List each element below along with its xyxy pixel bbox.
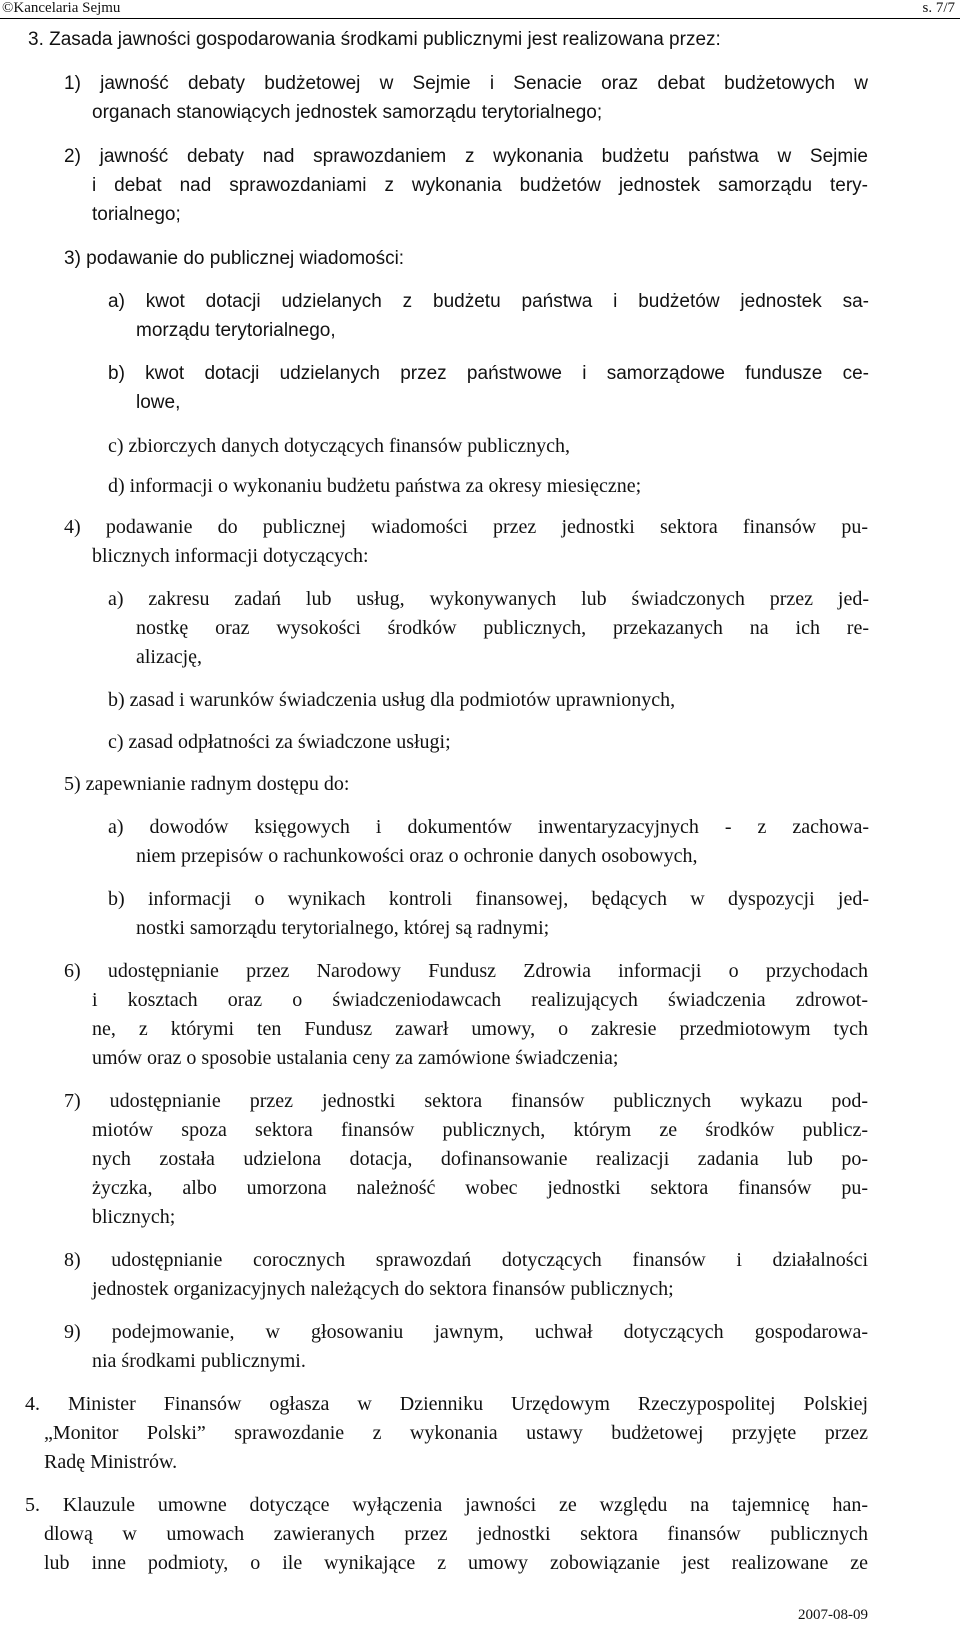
sublist-item-3b: b) kwot dotacji udzielanych przez państwowe i samorządowe fundusze ce- xyxy=(108,363,869,384)
paragraph-5-cont: lub inne podmioty, o ile wynikające z umowy zobowiązanie jest realizowane ze xyxy=(44,1552,868,1574)
list-item-2-cont: i debat nad sprawozdaniami z wykonania budżetów jednostek samorządu tery- xyxy=(92,175,868,196)
list-item-7: 7) udostępnianie przez jednostki sektora finansów publicznych wykazu pod- xyxy=(64,1090,868,1112)
list-item-6: 6) udostępnianie przez Narodowy Fundusz Zdrowia informacji o przychodach xyxy=(64,960,868,982)
footer-date: 2007-08-09 xyxy=(798,1607,868,1623)
list-item-9-cont: nia środkami publicznymi. xyxy=(92,1350,306,1372)
sublist-item-3a-cont: morządu terytorialnego, xyxy=(136,320,336,341)
list-item-8: 8) udostępnianie corocznych sprawozdań dotyczących finansów i działalności xyxy=(64,1249,868,1271)
list-item-4-cont: blicznych informacji dotyczących: xyxy=(92,545,369,567)
sublist-item-4a: a) zakresu zadań lub usług, wykonywanych lub świadczonych przez jed- xyxy=(108,588,869,610)
list-item-6-cont: umów oraz o sposobie ustalania ceny za zamówione świadczenia; xyxy=(92,1047,619,1069)
sublist-item-4a-cont: nostkę oraz wysokości środków publicznych, przekazanych na ich re- xyxy=(136,617,869,639)
list-item-2: 2) jawność debaty nad sprawozdaniem z wykonania budżetu państwa w Sejmie xyxy=(64,146,868,167)
paragraph-5-cont: dlową w umowach zawieranych przez jednostki sektora finansów publicznych xyxy=(44,1523,868,1545)
sublist-item-5a: a) dowodów księgowych i dokumentów inwentaryzacyjnych - z zachowa- xyxy=(108,816,869,838)
copyright-label: ©Kancelaria Sejmu xyxy=(2,0,121,16)
sublist-item-5a-cont: niem przepisów o rachunkowości oraz o ochronie danych osobowych, xyxy=(136,845,698,867)
list-item-9: 9) podejmowanie, w głosowaniu jawnym, uchwał dotyczących gospodarowa- xyxy=(64,1321,868,1343)
list-item-6-cont: ne, z którymi ten Fundusz zawarł umowy, o zakresie przedmiotowym tych xyxy=(92,1018,868,1040)
paragraph-5: 5. Klauzule umowne dotyczące wyłączenia jawności ze względu na tajemnicę han- xyxy=(25,1494,868,1516)
paragraph-3-heading: 3. Zasada jawności gospodarowania środkami publicznymi jest realizowana przez: xyxy=(28,29,721,50)
sublist-item-4a-cont: alizację, xyxy=(136,646,203,668)
sublist-item-3d: d) informacji o wykonaniu budżetu państwa za okresy miesięczne; xyxy=(108,475,642,497)
page-number: s. 7/7 xyxy=(922,0,955,16)
sublist-item-4c: c) zasad odpłatności za świadczone usługi; xyxy=(108,731,451,753)
list-item-1: 1) jawność debaty budżetowej w Sejmie i Senacie oraz debat budżetowych w xyxy=(64,73,868,94)
list-item-7-cont: nych została udzielona dotacja, dofinansowanie realizacji zadania lub po- xyxy=(92,1148,868,1170)
list-item-5: 5) zapewnianie radnym dostępu do: xyxy=(64,773,350,795)
paragraph-4-cont: Radę Ministrów. xyxy=(44,1451,178,1473)
list-item-7-cont: miotów spoza sektora finansów publicznych, którym ze środków publicz- xyxy=(92,1119,868,1141)
sublist-item-4b: b) zasad i warunków świadczenia usług dla podmiotów uprawnionych, xyxy=(108,689,676,711)
sublist-item-3a: a) kwot dotacji udzielanych z budżetu państwa i budżetów jednostek sa- xyxy=(108,291,869,312)
list-item-4: 4) podawanie do publicznej wiadomości przez jednostki sektora finansów pu- xyxy=(64,516,868,538)
list-item-8-cont: jednostek organizacyjnych należących do sektora finansów publicznych; xyxy=(92,1278,674,1300)
list-item-7-cont: blicznych; xyxy=(92,1206,176,1228)
list-item-1-cont: organach stanowiących jednostek samorządu terytorialnego; xyxy=(92,102,603,123)
list-item-7-cont: życzka, albo umorzona należność wobec jednostki sektora finansów pu- xyxy=(92,1177,868,1199)
sublist-item-3b-cont: lowe, xyxy=(136,392,181,413)
list-item-6-cont: i kosztach oraz o świadczeniodawcach realizujących świadczenia zdrowot- xyxy=(92,989,868,1011)
sublist-item-3c: c) zbiorczych danych dotyczących finansów publicznych, xyxy=(108,435,571,457)
paragraph-4: 4. Minister Finansów ogłasza w Dzienniku Urzędowym Rzeczypospolitej Polskiej xyxy=(25,1393,868,1415)
list-item-2-cont: torialnego; xyxy=(92,204,181,225)
paragraph-4-cont: „Monitor Polski” sprawozdanie z wykonania ustawy budżetowej przyjęte przez xyxy=(44,1422,868,1444)
sublist-item-5b-cont: nostki samorządu terytorialnego, której są radnymi; xyxy=(136,917,550,939)
sublist-item-5b: b) informacji o wynikach kontroli finansowej, będących w dyspozycji jed- xyxy=(108,888,869,910)
list-item-3: 3) podawanie do publicznej wiadomości: xyxy=(64,248,405,269)
